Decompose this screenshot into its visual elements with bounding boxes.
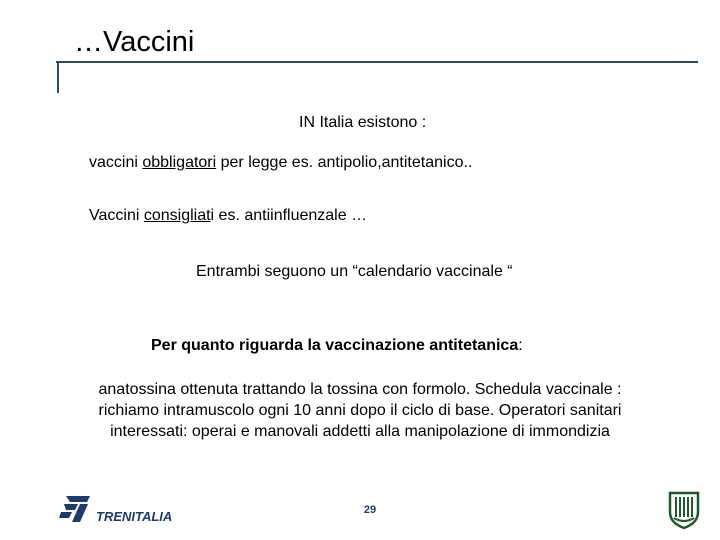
title-rule-horizontal <box>56 61 698 63</box>
section-heading-tail: : <box>518 337 523 354</box>
item-mandatory-post: per legge es. antipolio,antitetanico.. <box>216 154 473 171</box>
item-recommended-post: i es. antiinfluenzale … <box>210 207 368 224</box>
item-recommended-underlined: consigliat <box>143 207 211 224</box>
paragraph-line: interessati: operai e manovali addetti alla manipolazione di immondizia <box>110 423 610 440</box>
trenitalia-wordmark: TRENITALIA <box>96 509 173 524</box>
item-mandatory-underlined: obbligatori <box>142 154 217 171</box>
title-rule-vertical <box>57 63 59 93</box>
section-heading <box>151 337 523 355</box>
item-recommended <box>89 207 367 225</box>
shield-icon <box>664 490 704 530</box>
page-number: 29 <box>363 504 377 516</box>
paragraph-line: anatossina ottenuta trattando la tossina con formolo. Schedula vaccinale : <box>98 381 622 398</box>
item-recommended-pre: Vaccini <box>89 207 144 224</box>
item-mandatory-pre: vaccini <box>89 154 143 171</box>
paragraph <box>40 379 680 442</box>
item-mandatory <box>89 154 472 172</box>
trenitalia-logo <box>58 490 178 526</box>
university-seal <box>664 490 704 536</box>
calendar-text: Entrambi seguono un “calendario vaccinale “ <box>196 263 513 280</box>
intro-text: IN Italia esistono : <box>299 114 427 131</box>
section-heading-bold: Per quanto riguarda la vaccinazione antitetanica <box>151 337 519 354</box>
paragraph-line: richiamo intramuscolo ogni 10 anni dopo il ciclo di base. Operatori sanitari <box>98 402 622 419</box>
slide-title: …Vaccini <box>74 26 195 58</box>
trenitalia-logo-icon <box>58 490 94 526</box>
